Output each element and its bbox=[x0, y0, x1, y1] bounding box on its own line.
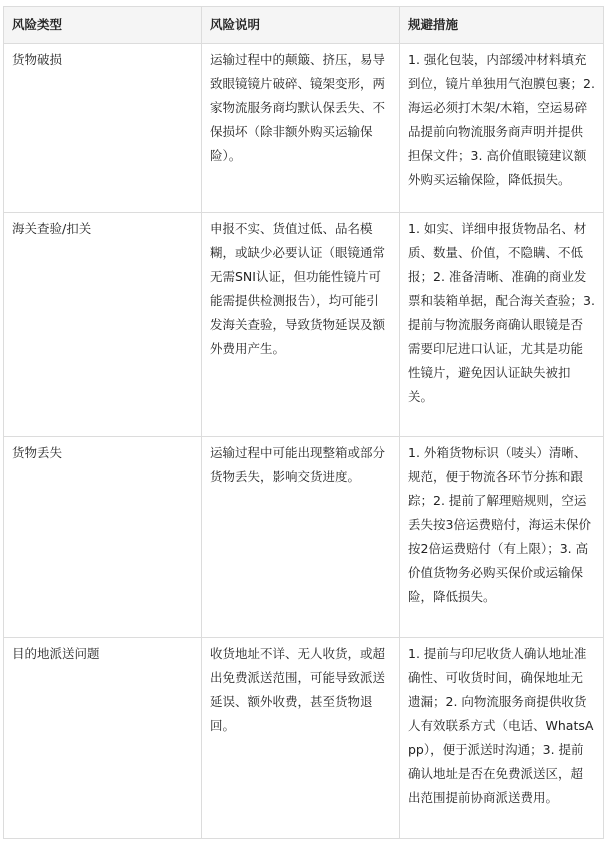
header-row bbox=[4, 7, 604, 44]
risk-description-cell: 收货地址不详、无人收货，或超出免费派送范围，可能导致派送延误、额外收费，甚至货物退回。 bbox=[202, 638, 400, 839]
header-risk-type: 风险类型 bbox=[4, 7, 202, 44]
risk-description-cell: 运输过程中的颠簸、挤压，易导致眼镜镜片破碎、镜架变形，两家物流服务商均默认保丢失、不保损坏（除非额外购买运输保险）。 bbox=[202, 44, 400, 213]
table-row bbox=[4, 44, 604, 213]
risk-description-cell: 申报不实、货值过低、品名模糊，或缺少必要认证（眼镜通常无需SNI认证，但功能性镜片可能需提供检测报告），均可能引发海关查验，导致货物延误及额外费用产生。 bbox=[202, 213, 400, 437]
table-body bbox=[4, 44, 604, 839]
risk-type-cell: 货物破损 bbox=[4, 44, 202, 213]
avoidance-measures-cell: 1. 外箱货物标识（唛头）清晰、规范，便于物流各环节分拣和跟踪；2. 提前了解理赔规则，空运丢失按3倍运费赔付，海运未保价按2倍运费赔付（有上限）；3. 高价值货物务必购买保价或运输保险，降低损失。 bbox=[400, 437, 604, 638]
header-risk-description: 风险说明 bbox=[202, 7, 400, 44]
avoidance-measures-cell: 1. 强化包装，内部缓冲材料填充到位，镜片单独用气泡膜包裹；2. 海运必须打木架/木箱，空运易碎品提前向物流服务商声明并提供担保文件；3. 高价值眼镜建议额外购买运输保险，降低损失。 bbox=[400, 44, 604, 213]
table-row bbox=[4, 213, 604, 437]
table-row bbox=[4, 437, 604, 638]
risk-type-cell: 目的地派送问题 bbox=[4, 638, 202, 839]
avoidance-measures-cell: 1. 如实、详细申报货物品名、材质、数量、价值，不隐瞒、不低报；2. 准备清晰、准确的商业发票和装箱单据，配合海关查验；3. 提前与物流服务商确认眼镜是否需要印尼进口认证，尤其是功能性镜片，避免因认证缺失被扣关。 bbox=[400, 213, 604, 437]
risk-table bbox=[3, 6, 604, 839]
risk-type-cell: 货物丢失 bbox=[4, 437, 202, 638]
risk-type-cell: 海关查验/扣关 bbox=[4, 213, 202, 437]
table-header bbox=[4, 7, 604, 44]
risk-description-cell: 运输过程中可能出现整箱或部分货物丢失，影响交货进度。 bbox=[202, 437, 400, 638]
header-avoidance-measures: 规避措施 bbox=[400, 7, 604, 44]
table-row bbox=[4, 638, 604, 839]
avoidance-measures-cell: 1. 提前与印尼收货人确认地址准确性、可收货时间，确保地址无遗漏；2. 向物流服务商提供收货人有效联系方式（电话、WhatsApp），便于派送时沟通；3. 提前确认地址是否在免费派送区，超出范围提前协商派送费用。 bbox=[400, 638, 604, 839]
